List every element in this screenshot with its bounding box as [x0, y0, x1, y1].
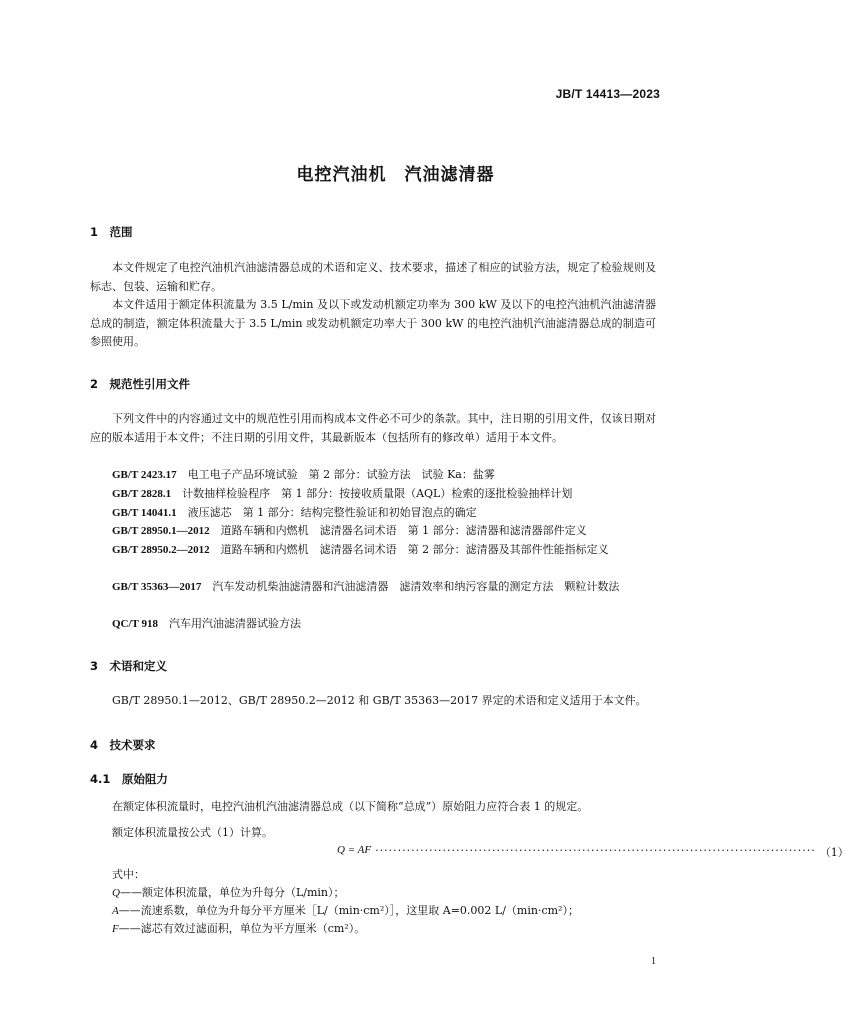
- variable-description: ——滤芯有效过滤面积，单位为平方厘米（cm²）。: [118, 922, 366, 935]
- reference-code: GB/T 2423.17: [112, 469, 177, 481]
- reference-item: [90, 466, 656, 485]
- scope-paragraph-1: 本文件规定了电控汽油机汽油滤清器总成的术语和定义、技术要求，描述了相应的试验方法，规定了检验规则及标志、包装、运输和贮存。: [90, 261, 656, 293]
- variable-symbol: F: [112, 923, 119, 935]
- reference-title: 计数抽样检验程序 第 1 部分：按接收质量限（AQL）检索的逐批检验抽样计划: [182, 487, 573, 500]
- reference-title: 道路车辆和内燃机 滤清器名词术语 第 2 部分：滤清器及其部件性能指标定义: [220, 543, 609, 556]
- reference-title: 道路车辆和内燃机 滤清器名词术语 第 1 部分：滤清器和滤清器部件定义: [220, 524, 587, 537]
- reference-item: [90, 541, 656, 560]
- resistance-paragraph-1: 在额定体积流量时，电控汽油机汽油滤清器总成（以下简称“总成”）原始阻力应符合表 1 的规定。: [112, 800, 589, 813]
- variable-symbol: A: [112, 905, 119, 917]
- variable-definition: [112, 902, 579, 920]
- variable-description: ——流速系数，单位为升每分平方厘米［L/（min·cm²）］，这里取 A=0.002 L/（min·cm²）；: [118, 904, 579, 917]
- variable-definition: [112, 884, 345, 902]
- subsection-heading-original-resistance: 4.1 原始阻力: [90, 772, 168, 786]
- variable-definition: [112, 920, 365, 938]
- scope-paragraph-2: 本文件适用于额定体积流量为 3.5 L/min 及以下或发动机额定功率为 300 kW 及以下的电控汽油机汽油滤清器总成的制造，额定体积流量大于 3.5 L/min 或发动机额定功率大于 300 kW 的电控汽油机汽油滤清器总成的制造可参照使用。: [90, 298, 656, 348]
- section-heading-scope: 1 范围: [90, 225, 133, 239]
- reference-item: [90, 485, 656, 504]
- reference-title: 汽车用汽油滤清器试验方法: [168, 617, 301, 630]
- formula-line: [337, 844, 849, 860]
- reference-item: [90, 522, 656, 541]
- reference-code: GB/T 28950.2—2012: [112, 544, 210, 556]
- reference-code: QC/T 918: [112, 618, 158, 630]
- section-heading-normative-references: 2 规范性引用文件: [90, 377, 191, 391]
- reference-item: [90, 615, 656, 634]
- standard-number: JB/T 14413—2023: [555, 87, 660, 101]
- page-number: 1: [651, 956, 656, 967]
- section-heading-terms: 3 术语和定义: [90, 659, 168, 673]
- reference-code: GB/T 14041.1: [112, 507, 177, 519]
- variable-description: ——额定体积流量，单位为升每分（L/min）；: [119, 886, 345, 899]
- terms-paragraph: GB/T 28950.1—2012、GB/T 28950.2—2012 和 GB/T 35363—2017 界定的术语和定义适用于本文件。: [112, 694, 647, 707]
- reference-title: 汽车发动机柴油滤清器和汽油滤清器 滤清效率和纳污容量的测定方法 颗粒计数法: [212, 580, 620, 593]
- reference-code: GB/T 35363—2017: [112, 581, 202, 593]
- normative-intro-paragraph: 下列文件中的内容通过文中的规范性引用而构成本文件必不可少的条款。其中，注日期的引用文件，仅该日期对应的版本适用于本文件；不注日期的引用文件，其最新版本（包括所有的修改单）适用于本文件。: [90, 412, 656, 444]
- reference-item: [90, 504, 656, 523]
- reference-title: 电工电子产品环境试验 第 2 部分：试验方法 试验 Ka：盐雾: [187, 468, 495, 481]
- reference-code: GB/T 28950.1—2012: [112, 525, 210, 537]
- reference-code: GB/T 2828.1: [112, 488, 172, 500]
- formula-number: （1）: [819, 846, 849, 859]
- reference-title: 液压滤芯 第 1 部分：结构完整性验证和初始冒泡点的确定: [187, 506, 477, 519]
- where-label: 式中：: [112, 868, 145, 881]
- section-heading-technical-requirements: 4 技术要求: [90, 738, 156, 752]
- variable-symbol: Q: [112, 887, 120, 899]
- formula-expression: Q = AF: [337, 844, 372, 856]
- resistance-paragraph-2: 额定体积流量按公式（1）计算。: [112, 826, 273, 839]
- formula-leader-dots: ··································································································: [375, 844, 816, 857]
- document-title: 电控汽油机 汽油滤清器: [296, 165, 495, 185]
- reference-item: [90, 578, 656, 597]
